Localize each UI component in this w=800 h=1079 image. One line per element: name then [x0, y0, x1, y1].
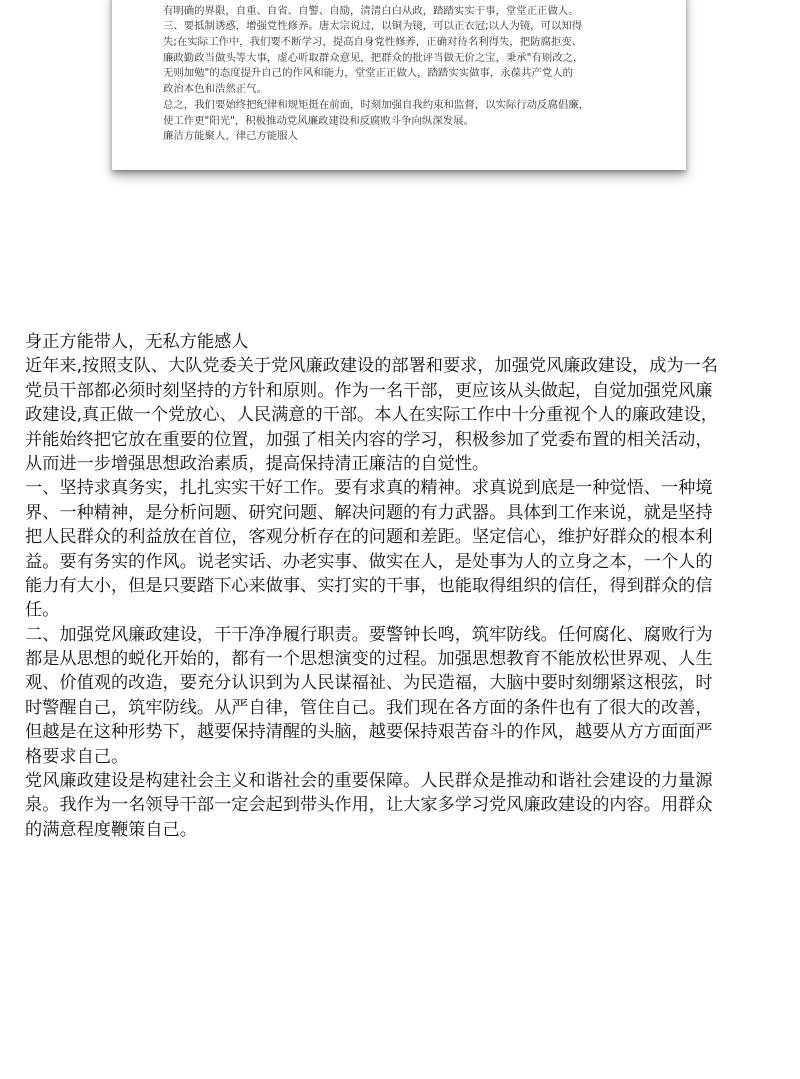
article-line: 近年来,按照支队、大队党委关于党风廉政建设的部署和要求，加强党风廉政建设，成为一名 [25, 356, 718, 377]
scan-line: 无则加勉"的态度提升自己的作风和能力，堂堂正正做人，踏踏实实做事，永葆共产党人的 [163, 67, 574, 80]
article-line: 把人民群众的利益放在首位，客观分析存在的问题和差距。坚定信心，维护好群众的根本利 [25, 527, 713, 548]
article-line: 二、加强党风廉政建设，干干净净履行职责。要警钟长鸣，筑牢防线。任何腐化、腐败行为 [25, 624, 713, 645]
article-line: 观、价值观的改造，要充分认识到为人民谋福祉、为民造福，大脑中要时刻绷紧这根弦，时 [25, 673, 713, 694]
article-line: 党员干部都必须时刻坚持的方针和原则。作为一名干部，更应该从头做起，自觉加强党风廉 [25, 380, 713, 401]
article-line: 能力有大小，但是只要踏下心来做事、实打实的干事，也能取得组织的信任，得到群众的信 [25, 575, 713, 596]
article-line: 并能始终把它放在重要的位置，加强了相关内容的学习，积极参加了党委布置的相关活动， [25, 429, 713, 450]
scanned-page-text [163, 0, 663, 145]
article-line: 但越是在这种形势下，越要保持清醒的头脑，越要保持艰苦奋斗的作风，越要从方方面面严 [25, 722, 713, 743]
scan-line: 三、要抵制诱惑，增强党性修养。唐太宗说过，以铜为镜，可以正衣冠;以人为镜，可以知得 [163, 20, 583, 33]
scan-line: 廉政勤政当做头等大事，虚心听取群众意见，把群众的批评当做无价之宝，秉承"有则改之， [163, 51, 584, 64]
article-line: 时警醒自己，筑牢防线。从严自律，管住自己。我们现在各方面的条件也有了很大的改善， [25, 697, 713, 718]
article-line: 界、一种精神，是分析问题、研究问题、解决问题的有力武器。具体到工作来说，就是坚持 [25, 502, 713, 523]
article-line: 党风廉政建设是构建社会主义和谐社会的重要保障。人民群众是推动和谐社会建设的力量源 [25, 771, 713, 792]
scan-line: 失;在实际工作中，我们要不断学习，提高自身党性修养，正确对待名利得失，把防腐拒变、 [163, 36, 583, 49]
article-line: 格要求自己。 [25, 746, 129, 767]
article-line: 都是从思想的蜕化开始的，都有一个思想演变的过程。加强思想教育不能放松世界观、人生 [25, 649, 713, 670]
scan-line: 使工作更"阳光"，积极推动党风廉政建设和反腐败斗争向纵深发展。 [163, 114, 474, 127]
article-line: 泉。我作为一名领导干部一定会起到带头作用，让大家多学习党风廉政建设的内容。用群众 [25, 795, 713, 816]
article-line: 任。 [25, 600, 60, 621]
article-line: 从而进一步增强思想政治素质，提高保持清正廉洁的自觉性。 [25, 453, 490, 474]
scan-line: 廉洁方能聚人，律己方能服人 [163, 130, 299, 143]
scan-line: 政治本色和浩然正气。 [163, 83, 267, 96]
article-line: 的满意程度鞭策自己。 [25, 819, 197, 840]
scan-line: 总之，我们要始终把纪律和规矩挺在前面，时刻加强自我约束和监督，以实际行动反腐倡廉， [163, 98, 590, 111]
article-body [25, 330, 780, 842]
article-title: 身正方能带人，无私方能感人 [25, 332, 249, 352]
scan-line: 有明确的界限，自重、自省、自警、自励，清清白白从政，踏踏实实干事，堂堂正正做人。 [163, 4, 579, 17]
scanned-page-preview [112, 0, 686, 170]
article-line: 益。要有务实的作风。说老实话、办老实事、做实在人，是处事为人的立身之本，一个人的 [25, 551, 713, 572]
article-line: 一、坚持求真务实，扎扎实实干好工作。要有求真的精神。求真说到底是一种觉悟、一种境 [25, 478, 713, 499]
article-line: 政建设,真正做一个党放心、人民满意的干部。本人在实际工作中十分重视个人的廉政建设， [25, 405, 718, 426]
